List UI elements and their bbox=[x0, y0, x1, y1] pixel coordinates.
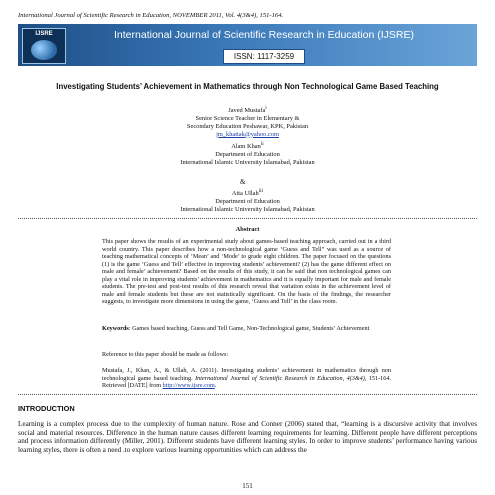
author-affiliation: Secondary Education Peshawar, KPK, Pakistan bbox=[186, 122, 309, 130]
citation-journal: International Journal of Scientific Research in Education, 4(3&4) bbox=[195, 374, 365, 382]
author-1 bbox=[100, 105, 395, 138]
author-separator: & bbox=[240, 178, 246, 186]
abstract-heading: Abstract bbox=[235, 226, 260, 233]
author-name: Atta Ullah bbox=[231, 190, 259, 198]
keywords-label: Keywords bbox=[102, 325, 129, 332]
author-affiliation: International Islamic University Islamabad, Pakistan bbox=[180, 205, 315, 213]
author-2 bbox=[100, 141, 395, 167]
author-affiliation: International Islamic University Islamabad, Pakistan bbox=[180, 158, 315, 166]
introduction-text: Learning is a complex process due to the complexity of human nature. Rose and Conner (2006) stated that, “learning is a discursive activity that involves social and material resources. Difference in the human nature causes different learning requirements for learning. Different people have different perceptions and process information differently (Miller, 2001). Different students have different learning styles. In order to improve students’ performance having various learning styles, there is often a need .to explore various learning opportunities which can address the bbox=[18, 420, 477, 455]
citation-url-link[interactable]: http://www.ijsre.com bbox=[162, 382, 215, 389]
keywords bbox=[102, 325, 391, 333]
logo-text: IJSRE bbox=[35, 31, 53, 37]
issn-label: ISSN: 1117-3259 bbox=[223, 49, 305, 64]
journal-title: International Journal of Scientific Research in Education (IJSRE) bbox=[114, 29, 414, 41]
section-divider bbox=[18, 218, 477, 219]
section-divider bbox=[18, 394, 477, 395]
author-name: Javed Mustafa bbox=[228, 107, 266, 115]
journal-citation-line: International Journal of Scientific Research in Education, NOVEMBER 2011, Vol. 4(3&4), 151-164. bbox=[18, 12, 284, 19]
author-name: Alam Khan bbox=[231, 143, 261, 151]
citation bbox=[102, 367, 391, 390]
abstract-text: This paper shows the results of an experimental study about games-based teaching approach, carried out in a third world country. This paper describes how a non-technological game ‘Guess and Tell” was used as a source of teaching mathematical concepts of ‘Mean’ and ‘Mode’ to grade eight children. The paper focused on the questions (1) is the game ‘Guess and Tell’ effective in improving students’ achievement? (2) has the game different effect on male and female’ achievement? Based on the results of this study, it can be said that non technological games can play a vital role in improving students’ achievement in mathematics and it is equally important for male and female students. The pre-test and post-test results of this research reveal that variation exists in the achievement level of male and female students but these are not statistically significant. On the basis of the findings, the researcher suggests, to investigate more dimensions in using the game, ‘Guess and Tell’ in the class room. bbox=[102, 238, 391, 305]
author-sup: ii bbox=[260, 141, 264, 147]
globe-icon bbox=[31, 40, 57, 60]
journal-banner bbox=[18, 24, 477, 66]
author-sup: iii bbox=[258, 188, 264, 194]
keywords-text: : Games based teaching, Guess and Tell Game, Non-Technological game, Students’ Achievement bbox=[128, 325, 370, 332]
author-affiliation: Department of Education bbox=[215, 150, 280, 158]
citation-text: Mustafa, J., Khan, A., & Ullah, A. (2011). Investigating students’ achievement in mathematics through non technological game based teaching. bbox=[102, 367, 391, 382]
author-3 bbox=[100, 188, 395, 214]
author-sup: i bbox=[265, 105, 267, 111]
page-number: 151 bbox=[242, 482, 253, 490]
author-affiliation: Senior Science Teacher in Elementary & bbox=[195, 114, 300, 122]
author-affiliation: Department of Education bbox=[215, 197, 280, 205]
introduction-heading: INTRODUCTION bbox=[18, 404, 75, 413]
citation-tail: , 151-164. Retrieved [DATE] from bbox=[102, 374, 391, 389]
reference-note: Reference to this paper should be made as follows: bbox=[102, 351, 229, 358]
author-email-link[interactable]: jm_khattak@yahoo.com bbox=[216, 130, 279, 138]
journal-logo bbox=[22, 28, 66, 64]
citation-end: . bbox=[214, 382, 217, 389]
paper-title: Investigating Students’ Achievement in Mathematics through Non Technological Game Based Teaching bbox=[56, 82, 439, 91]
